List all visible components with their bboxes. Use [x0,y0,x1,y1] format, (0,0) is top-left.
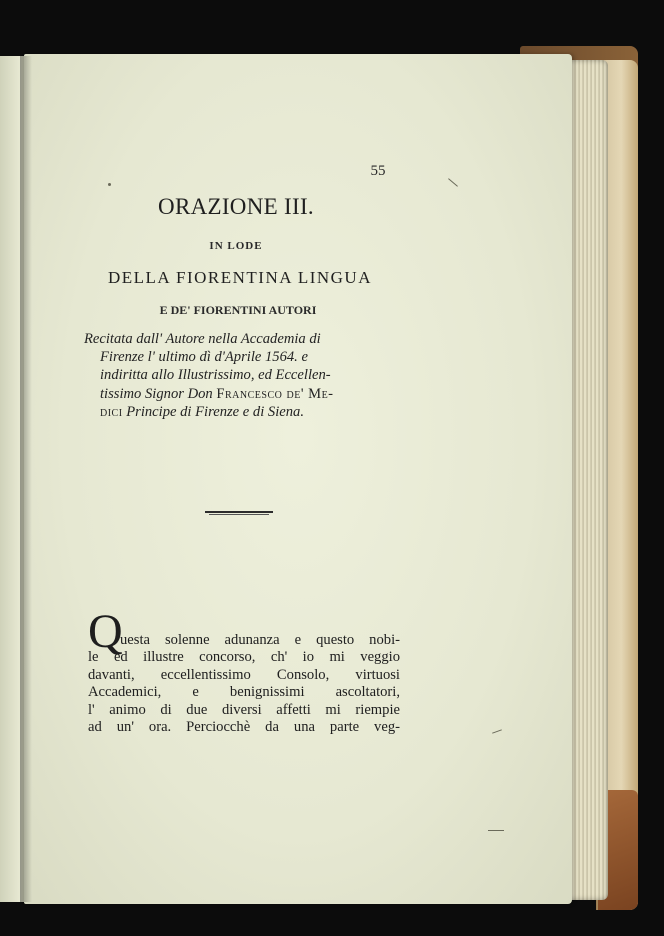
subtitle-lingua: DELLA FIORENTINA LINGUA [108,268,372,287]
body-line: davanti, eccellentissimo Consolo, virtuosi [88,666,400,683]
paper-speck [108,183,111,186]
body-line: Accademici, e benignissimi ascoltatori, [88,684,400,701]
dedication-line [84,385,404,403]
page-number: 55 [370,163,386,179]
section-divider [205,511,273,515]
dedication-paragraph [84,330,404,421]
oration-body [88,605,400,736]
body-line: ad un' ora. Perciocchè da una parte veg- [88,719,400,736]
divider-line [205,511,273,513]
drop-cap: Q [88,605,123,658]
subtitle-in-lode: IN LODE [209,240,263,252]
divider-line [209,514,269,515]
dedication-text: tissimo Signor Don [100,385,213,402]
body-line: l' animo di due diversi affetti mi riempie [88,701,400,718]
oration-title: ORAZIONE III. [158,194,314,219]
right-page [24,54,572,904]
dedication-line [84,403,404,421]
book-gutter-shadow [20,56,32,902]
body-line: le ed illustre concorso, ch' io mi veggio [88,649,400,666]
dedication-name: Francesco de' Me- [216,385,334,402]
dedication-name: dici [100,403,123,420]
paper-speck [488,830,504,831]
dedication-line: indiritta allo Illustrissimo, ed Eccellen- [100,367,331,384]
dedication-text: Principe di Firenze e di Siena. [126,403,305,420]
dedication-line: Firenze l' ultimo dì d'Aprile 1564. e [100,349,308,366]
subtitle-autori: E DE' FIORENTINI AUTORI [159,303,317,317]
dedication-line: Recitata dall' Autore nella Accademia di [84,331,321,347]
body-line: uesta solenne adunanza e questo nobi- [120,632,400,648]
